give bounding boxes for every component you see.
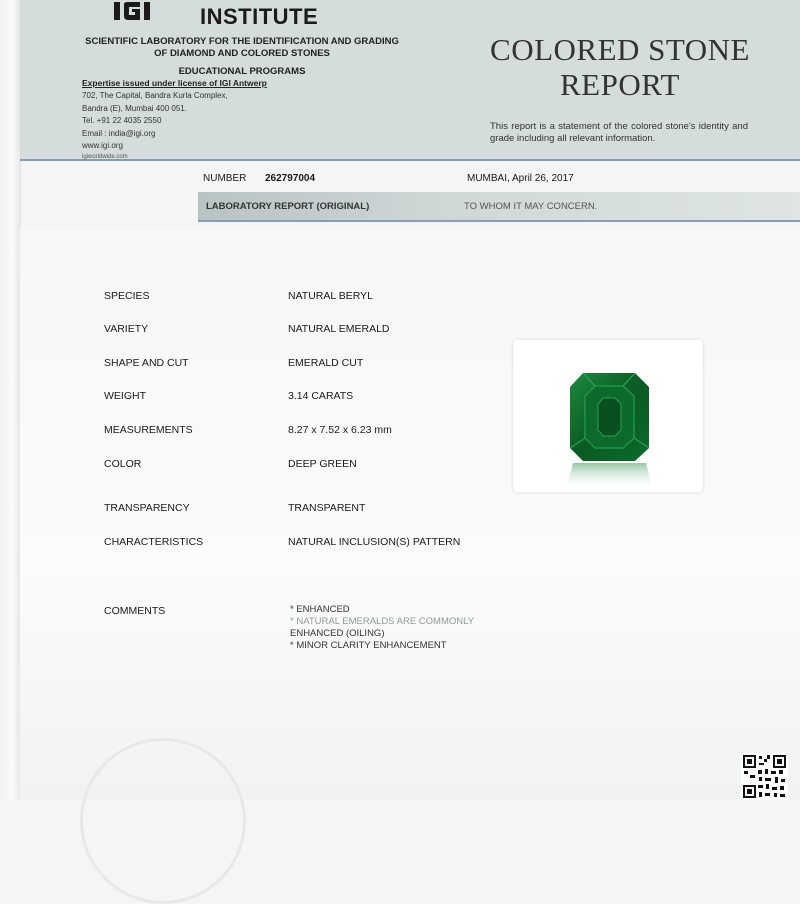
comment-line: * ENHANCED	[290, 604, 350, 615]
report-title-line-1: COLORED STONE	[490, 32, 750, 67]
number-label: NUMBER	[203, 173, 247, 184]
embossed-seal-icon	[80, 738, 246, 904]
report-body	[20, 228, 800, 800]
detail-label: MEASUREMENTS	[104, 424, 193, 436]
qr-code-icon	[741, 753, 788, 800]
detail-label: WEIGHT	[104, 390, 146, 402]
detail-label: COLOR	[104, 458, 142, 470]
left-binding-strip	[0, 0, 21, 800]
phone-line: Tel. +91 22 4035 2550	[82, 116, 162, 126]
report-number: 262797004	[265, 173, 316, 184]
detail-value: NATURAL INCLUSION(S) PATTERN	[288, 536, 461, 548]
comment-line: ENHANCED (OILING)	[290, 628, 385, 639]
address-line: 702, The Capital, Bandra Kurla Complex,	[82, 91, 228, 100]
license-line: Expertise issued under license of IGI Antwerp	[82, 78, 267, 88]
detail-label: VARIETY	[104, 323, 149, 335]
report-type-bar	[198, 192, 800, 222]
detail-label: CHARACTERISTICS	[104, 536, 204, 548]
stone-photo-card	[513, 340, 703, 492]
lab-description	[82, 36, 402, 60]
report-title-line-2: REPORT	[560, 67, 680, 102]
emerald-photo-icon	[513, 340, 703, 492]
email-line: Email : india@igi.org	[82, 128, 156, 138]
website-line: www.igi.org	[82, 141, 123, 151]
website-small: igiworldwide.com	[82, 153, 128, 160]
lab-line-1: SCIENTIFIC LABORATORY FOR THE IDENTIFICATION AND GRADING	[85, 36, 399, 47]
detail-label: TRANSPARENCY	[104, 502, 190, 514]
report-description: This report is a statement of the colored stone's identity and grade including all relevant information.	[490, 121, 748, 144]
comment-line: * NATURAL EMERALDS ARE COMMONLY	[290, 616, 475, 627]
detail-value: TRANSPARENT	[288, 502, 366, 514]
detail-value: NATURAL BERYL	[288, 290, 373, 302]
detail-label: SHAPE AND CUT	[104, 357, 189, 369]
detail-value: DEEP GREEN	[288, 458, 357, 470]
detail-label: SPECIES	[104, 290, 150, 302]
report-type: LABORATORY REPORT (ORIGINAL)	[206, 201, 370, 212]
address-block	[82, 90, 228, 161]
detail-value: NATURAL EMERALD	[288, 323, 390, 335]
place-date: MUMBAI, April 26, 2017	[467, 173, 574, 184]
report-title	[470, 32, 770, 102]
detail-value: EMERALD CUT	[288, 357, 364, 369]
educational-programs: EDUCATIONAL PROGRAMS	[178, 66, 306, 77]
comments-text	[290, 604, 474, 652]
igi-logo-icon	[112, 0, 156, 22]
address-line: Bandra (E), Mumbai 400 051.	[82, 103, 187, 113]
addressee: TO WHOM IT MAY CONCERN.	[464, 201, 598, 212]
comment-line: * MINOR CLARITY ENHANCEMENT	[290, 640, 447, 651]
comments-label: COMMENTS	[104, 605, 166, 617]
lab-line-2: OF DIAMOND AND COLORED STONES	[154, 48, 330, 59]
institute-name: INSTITUTE	[200, 4, 319, 29]
detail-value: 3.14 CARATS	[288, 390, 354, 402]
detail-value: 8.27 x 7.52 x 6.23 mm	[288, 424, 392, 436]
